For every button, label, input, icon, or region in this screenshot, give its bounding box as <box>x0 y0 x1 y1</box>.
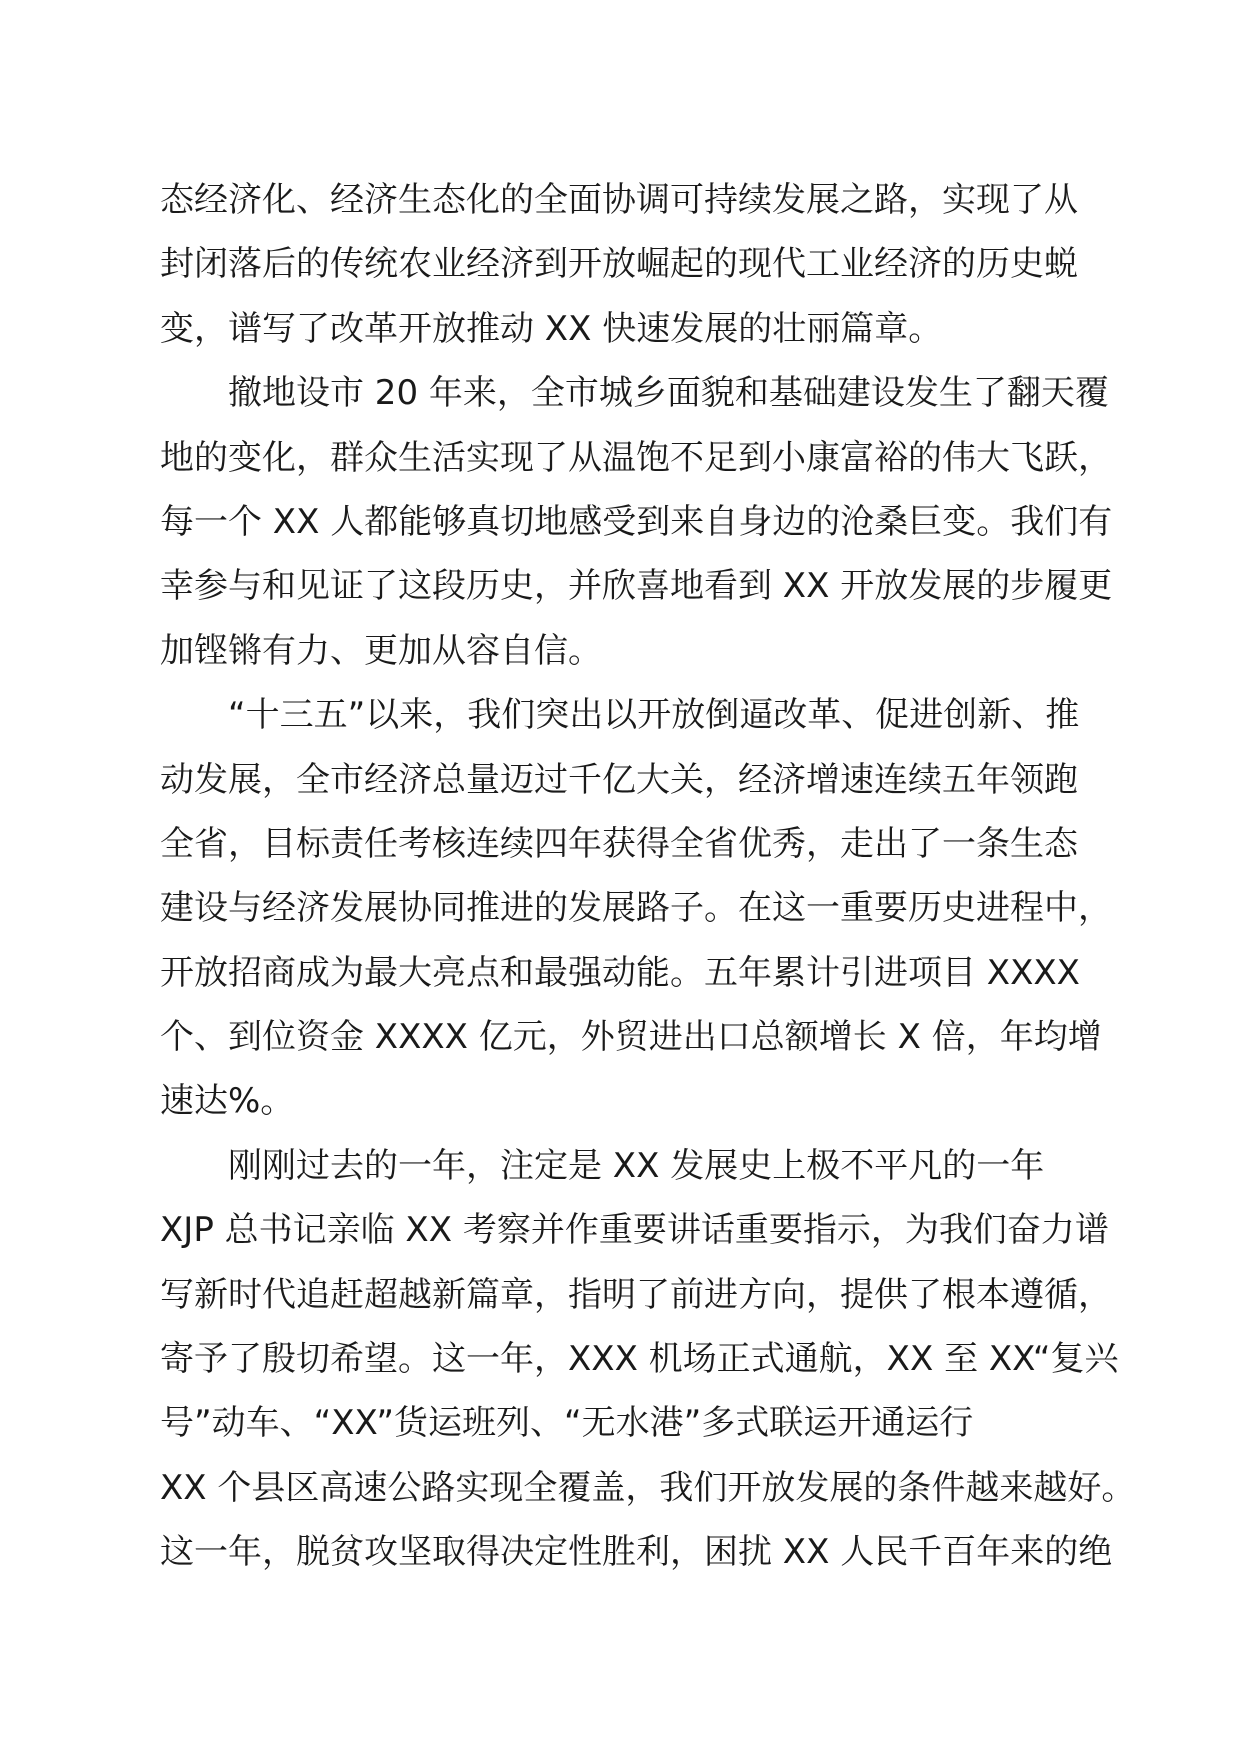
text-line: 变，谱写了改革开放推动 XX 快速发展的壮丽篇章。 <box>160 308 943 349</box>
text-line: 这一年，脱贫攻坚取得决定性胜利，困扰 XX 人民千百年来的绝 <box>160 1532 1113 1573</box>
text-line: XJP 总书记亲临 XX 考察并作重要讲话重要指示，为我们奋力谱 <box>160 1210 1109 1251</box>
text-line: 写新时代追赶超越新篇章，指明了前进方向，提供了根本遵循， <box>160 1274 1112 1315</box>
text-line: 个、到位资金 XXXX 亿元，外贸进出口总额增长 X 倍，年均增 <box>160 1017 1102 1058</box>
paragraph-start-line: 刚刚过去的一年，注定是 XX 发展史上极不平凡的一年 <box>228 1145 1045 1186</box>
text-line: 幸参与和见证了这段历史，并欣喜地看到 XX 开放发展的步履更 <box>160 566 1113 607</box>
text-line: 建设与经济发展协同推进的发展路子。在这一重要历史进程中， <box>160 888 1112 929</box>
text-line: 开放招商成为最大亮点和最强动能。五年累计引进项目 XXXX <box>160 952 1080 993</box>
text-line: 每一个 XX 人都能够真切地感受到来自身边的沧桑巨变。我们有 <box>160 501 1113 542</box>
text-line: 态经济化、经济生态化的全面协调可持续发展之路，实现了从 <box>160 180 1078 220</box>
text-line: 地的变化，群众生活实现了从温饱不足到小康富裕的伟大飞跃， <box>160 437 1112 478</box>
text-line: 速达%。 <box>160 1081 295 1122</box>
text-line: 动发展，全市经济总量迈过千亿大关，经济增速连续五年领跑 <box>160 759 1078 800</box>
text-line: 寄予了殷切希望。这一年，XXX 机场正式通航，XX 至 XX“复兴 <box>160 1339 1119 1380</box>
text-line: 全省，目标责任考核连续四年获得全省优秀，走出了一条生态 <box>160 823 1078 864</box>
paragraph-start-line: 撤地设市 20 年来，全市城乡面貌和基础建设发生了翻天覆 <box>228 373 1109 414</box>
text-line: XX 个县区高速公路实现全覆盖，我们开放发展的条件越来越好。 <box>160 1467 1136 1508</box>
text-line: 号”动车、“XX”货运班列、“无水港”多式联运开通运行 <box>160 1403 974 1444</box>
body-text <box>160 168 1136 1585</box>
text-line: 加铿锵有力、更加从容自信。 <box>160 630 602 671</box>
text-line: 封闭落后的传统农业经济到开放崛起的现代工业经济的历史蜕 <box>160 244 1078 285</box>
paragraph-start-line: “十三五”以来，我们突出以开放倒逼改革、促进创新、推 <box>228 695 1080 736</box>
